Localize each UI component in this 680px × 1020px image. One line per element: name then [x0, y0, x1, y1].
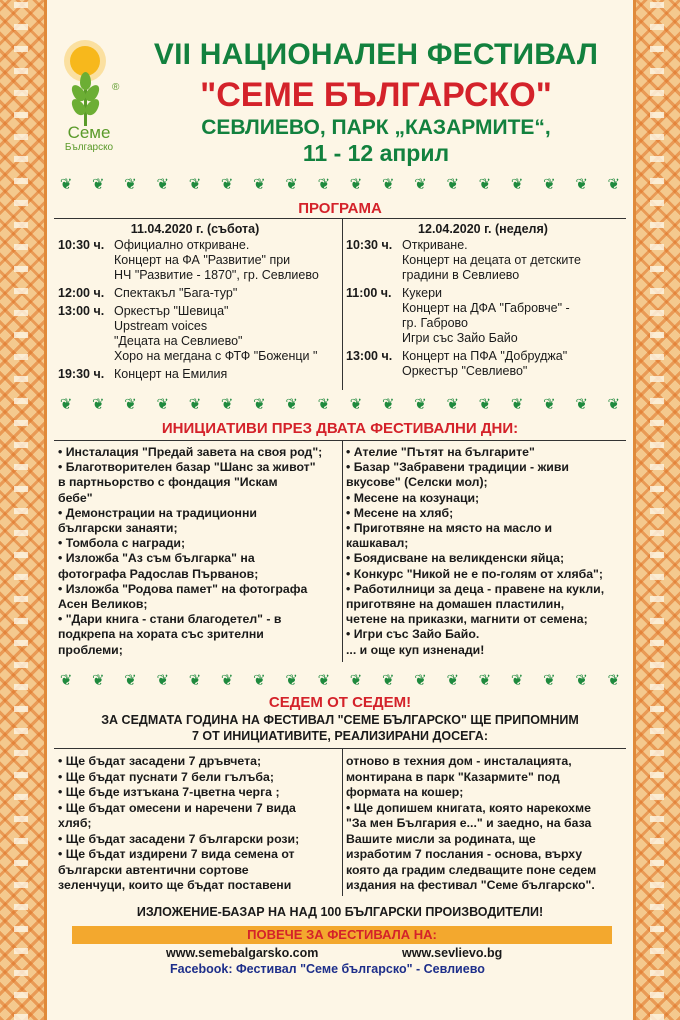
event-text: Откриване. Концерт на децата от детските градини в Севлиево [402, 238, 581, 282]
leaf-ornament-icon: ❦ [510, 671, 524, 689]
leaf-ornament-icon: ❦ [253, 395, 266, 413]
event-text: Концерт на ПФА "Добруджа" Оркестър "Севлиево" [402, 349, 568, 378]
list-item: • Боядисване на великденски яйца; [346, 551, 565, 566]
list-item: • Ще бъдат пуснати 7 бели гълъба; [58, 769, 274, 784]
list-item: • Изложба "Аз съм българка" на фотографа Радослав Първанов; [58, 551, 259, 581]
leaf-ornament-icon: ❦ [543, 395, 556, 413]
leaf-ornament-icon: ❦ [607, 671, 621, 689]
poster [50, 0, 630, 1020]
leaf-ornament-icon: ❦ [253, 175, 266, 193]
list-item: • Томбола с награди; [58, 536, 186, 551]
leaf-ornament-icon: ❦ [382, 395, 395, 413]
leaf-ornament-icon: ❦ [543, 175, 556, 193]
leaf-ornament-icon: ❦ [156, 395, 170, 413]
list-item: • Работилници за деца - правене на кукли, приготвяне на домашен пластилин, четене на приказки, магнити от семена; [346, 581, 605, 627]
logo-text [56, 124, 122, 153]
leaf-ornament-icon: ❦ [382, 175, 395, 193]
leaf-ornament-icon: ❦ [124, 175, 137, 193]
list-item: • Ще бъдат засадени 7 български рози; [58, 831, 300, 846]
site-link-sevlievo[interactable]: www.sevlievo.bg [402, 946, 503, 960]
leaf-ornament-icon: ❦ [478, 175, 492, 193]
seme-balgarsko-logo [56, 40, 118, 168]
festival-dates: 11 - 12 април [302, 140, 450, 166]
event-time: 13:00 ч. [346, 349, 393, 363]
leaf-ornament-icon: ❦ [220, 395, 234, 413]
program-row [58, 367, 340, 382]
initiatives-column-divider [342, 440, 343, 662]
leaf-ornament-icon: ❦ [478, 671, 492, 689]
list-item: • Инсталация "Предай завета на своя род"; [58, 445, 323, 459]
leaf-ornament-icon: ❦ [92, 395, 105, 413]
leaf-ornament-icon: ❦ [285, 395, 298, 413]
event-time: 10:30 ч. [58, 238, 105, 252]
program-row [58, 238, 340, 283]
program-row [58, 286, 340, 301]
registered-mark: ® [112, 82, 120, 93]
list-item: • Демонстрации на традиционни български занаяти; [58, 505, 257, 536]
leaf-ornament-icon: ❦ [575, 671, 588, 689]
leaf-ornament-icon: ❦ [510, 175, 524, 193]
list-item: • Благотворителен базар "Шанс за живот" в партньорство с фондация "Искам бебе" [58, 460, 316, 505]
list-item: • Изложба "Родова памет" на фотографа Асен Великов; [58, 581, 308, 612]
program-row [346, 349, 630, 379]
list-item: • Месене на хляб; [346, 505, 454, 520]
leaf-ornament-icon: ❦ [124, 395, 137, 413]
seven-intro-line1: ЗА СЕДМАТА ГОДИНА НА ФЕСТИВАЛ "СЕМЕ БЪЛГАРСКО" ЩЕ ПРИПОМНИМ [101, 713, 579, 727]
leaf-ornament-icon: ❦ [124, 671, 137, 689]
left-decorative-border [0, 0, 47, 1020]
leaf-ornament-icon: ❦ [317, 671, 331, 689]
leaf-ornament-icon: ❦ [188, 395, 202, 413]
leaf-ornament-icon: ❦ [446, 671, 460, 689]
leaf-ornament-icon: ❦ [349, 395, 363, 413]
initiatives-top-rule [54, 440, 626, 441]
leaf-ornament-divider [50, 176, 630, 192]
list-item: • Ще допишем книгата, която нарекохме "За мен България е..." и заедно, на база Вашите мисли за родината, ще изработим 7 послания - основа, върху която да градим следващите поне седем издания на фестивал "Семе българско". [346, 800, 597, 892]
list-item: • Ще бъдат засадени 7 дръвчета; [58, 754, 262, 768]
program-row [346, 286, 630, 346]
leaf-icon [80, 72, 91, 90]
program-title: ПРОГРАМА [298, 200, 382, 217]
leaf-ornament-icon: ❦ [188, 175, 202, 193]
leaf-ornament-icon: ❦ [285, 175, 298, 193]
header [50, 0, 630, 168]
leaf-ornament-icon: ❦ [575, 175, 588, 193]
program-row [58, 304, 340, 364]
leaf-ornament-icon: ❦ [414, 671, 427, 689]
seven-left-list [58, 754, 342, 894]
event-time: 19:30 ч. [58, 367, 105, 381]
event-time: 13:00 ч. [58, 304, 105, 318]
leaf-ornament-icon: ❦ [575, 395, 588, 413]
program-row [346, 238, 630, 283]
list-item: • Приготвяне на място на масло и кашкавал; [346, 521, 553, 551]
event-text: Оркестър "Шевица" Upstream voices "Децата на Севлиево" Хоро на мегдана с ФТФ "Боженци " [114, 304, 318, 363]
event-text: Официално откриване. Концерт на ФА "Развитие" при НЧ "Развитие - 1870", гр. Севлиево [114, 238, 319, 282]
leaf-ornament-icon: ❦ [317, 395, 331, 413]
leaf-ornament-icon: ❦ [543, 671, 556, 689]
festival-location: СЕВЛИЕВО, ПАРК „КАЗАРМИТЕ“, [201, 116, 551, 139]
leaf-ornament-icon: ❦ [253, 671, 266, 689]
event-time: 11:00 ч. [346, 286, 392, 300]
leaf-ornament-icon: ❦ [59, 395, 73, 413]
right-decorative-border [633, 0, 680, 1020]
list-item: • Ще бъдат омесени и наречени 7 вида хляб; [58, 800, 296, 830]
day1-heading: 11.04.2020 г. (събота) [130, 222, 260, 236]
leaf-ornament-icon: ❦ [510, 395, 524, 413]
leaf-ornament-icon: ❦ [349, 671, 363, 689]
festival-title: VII НАЦИОНАЛЕН ФЕСТИВАЛ [153, 38, 599, 71]
list-item: • "Дари книга - стани благодетел" - в подкрепа на хората със зрителни проблеми; [58, 612, 282, 657]
seven-title: СЕДЕМ ОТ СЕДЕМ! [268, 694, 412, 711]
leaf-ornament-icon: ❦ [414, 175, 427, 193]
program-top-rule [54, 218, 626, 219]
program-column-divider [342, 218, 343, 390]
initiatives-left-list [58, 445, 342, 658]
facebook-link[interactable]: Facebook: Фестивал "Семе българско" - Севлиево [170, 962, 485, 976]
more-info-bar: ПОВЕЧЕ ЗА ФЕСТИВАЛА НА: [72, 926, 612, 944]
leaf-ornament-icon: ❦ [59, 671, 73, 689]
leaf-ornament-icon: ❦ [607, 395, 621, 413]
event-text: Кукери Концерт на ДФА "Габровче" - гр. Габрово Игри със Зайо Байо [402, 286, 570, 345]
event-text: Спектакъл "Бага-тур" [114, 286, 238, 300]
leaf-ornament-icon: ❦ [92, 671, 105, 689]
leaf-ornament-icon: ❦ [220, 671, 234, 689]
leaf-ornament-icon: ❦ [349, 175, 363, 193]
day2-heading: 12.04.2020 г. (неделя) [418, 222, 548, 236]
list-item: • Игри със Зайо Байо. [346, 627, 480, 642]
leaf-ornament-icon: ❦ [156, 175, 170, 193]
leaf-ornament-icon: ❦ [317, 175, 331, 193]
leaf-ornament-icon: ❦ [478, 395, 492, 413]
list-item: • Ще бъде изтъкана 7-цветна черга ; [58, 785, 280, 799]
leaf-ornament-icon: ❦ [607, 175, 621, 193]
seven-intro-line2: 7 ОТ ИНИЦИАТИВИТЕ, РЕАЛИЗИРАНИ ДОСЕГА: [192, 729, 488, 743]
list-item: • Месене на козунаци; [346, 490, 480, 505]
leaf-ornament-icon: ❦ [446, 395, 460, 413]
event-time: 12:00 ч. [58, 286, 105, 300]
leaf-ornament-icon: ❦ [382, 671, 395, 689]
day1-program [58, 238, 340, 385]
logo-text-line1: Семе [67, 123, 111, 142]
list-item: отново в техния дом - инсталацията, монтирана в парк "Казармите" под формата на кошер; [346, 754, 572, 799]
leaf-ornament-icon: ❦ [92, 175, 105, 193]
seven-column-divider [342, 748, 343, 896]
day2-program [346, 238, 630, 382]
leaf-ornament-icon: ❦ [285, 671, 298, 689]
list-item: • Базар "Забравени традиции - живи вкусове" (Селски мол); [346, 460, 569, 490]
leaf-ornament-divider [50, 672, 630, 688]
leaf-ornament-icon: ❦ [414, 395, 427, 413]
list-item: • Ще бъдат издирени 7 вида семена от български автентични сортове зеленчуци, които ще бъдат поставени [58, 847, 295, 892]
leaf-ornament-icon: ❦ [59, 175, 73, 193]
leaf-ornament-icon: ❦ [446, 175, 460, 193]
list-item: ... и още куп изненади! [346, 642, 485, 657]
site-link-semebalgarsko[interactable]: www.semebalgarsko.com [166, 946, 319, 960]
leaf-ornament-icon: ❦ [188, 671, 202, 689]
seven-right-list [346, 754, 630, 894]
initiatives-title: ИНИЦИАТИВИ ПРЕЗ ДВАТА ФЕСТИВАЛНИ ДНИ: [161, 420, 519, 437]
event-time: 10:30 ч. [346, 238, 393, 252]
leaf-ornament-icon: ❦ [156, 671, 170, 689]
logo-text-line2: Българско [64, 142, 114, 153]
event-text: Концерт на Емилия [114, 367, 228, 381]
list-item: • Ателие "Пътят на българите" [346, 445, 535, 459]
seven-top-rule [54, 748, 626, 749]
leaf-ornament-divider [50, 396, 630, 412]
leaf-ornament-icon: ❦ [220, 175, 234, 193]
initiatives-right-list [346, 445, 630, 658]
list-item: • Конкурс "Никой не е по-голям от хляба"; [346, 566, 603, 581]
festival-name: "СЕМЕ БЪЛГАРСКО" [200, 76, 552, 114]
exhibition-banner: ИЗЛОЖЕНИЕ-БАЗАР НА НАД 100 БЪЛГАРСКИ ПРОИЗВОДИТЕЛИ! [136, 905, 544, 919]
